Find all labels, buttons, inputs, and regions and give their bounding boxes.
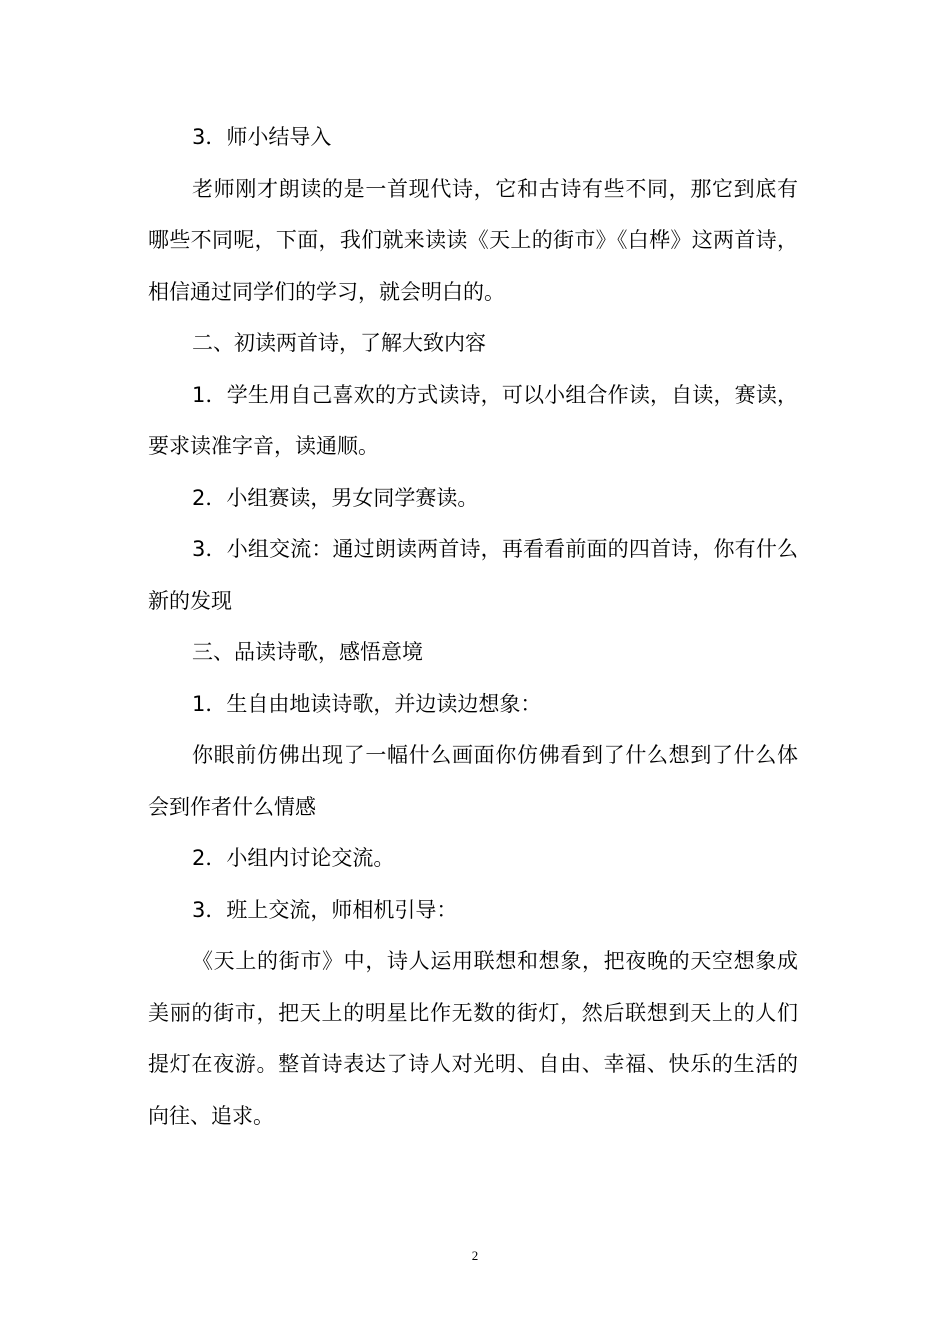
- heading-part-2: 二、初读两首诗，了解大致内容: [192, 331, 486, 355]
- paragraph-step-2-contest: 2．小组赛读，男女同学赛读。: [192, 485, 479, 510]
- paragraph-section-3-summary: 3．师小结导入: [192, 125, 332, 149]
- document-body: [148, 112, 798, 1142]
- paragraph-group-discussion: 2．小组内讨论交流。: [192, 846, 395, 870]
- page-number: 2: [471, 1248, 479, 1263]
- paragraph-imagination-question: 你眼前仿佛出现了一幅什么画面你仿佛看到了什么想到了什么体会到作者什么情感: [148, 743, 798, 819]
- paragraph-class-exchange: 3．班上交流，师相机引导：: [192, 897, 458, 922]
- paragraph-free-reading: 1．生自由地读诗歌，并边读边想象：: [192, 691, 542, 716]
- paragraph-poem-analysis: 《天上的街市》中，诗人运用联想和想象，把夜晚的天空想象成美丽的街市，把天上的明星比作无数的街灯，然后联想到天上的人们提灯在夜游。整首诗表达了诗人对光明、自由、幸福、快乐的生活的向往、追求。: [148, 949, 798, 1128]
- heading-part-3: 三、品读诗歌，感悟意境: [192, 640, 423, 664]
- paragraph-teacher-intro: 老师刚才朗读的是一首现代诗，它和古诗有些不同，那它到底有哪些不同呢，下面，我们就来读读《天上的街市》《白桦》这两首诗，相信通过同学们的学习，就会明白的。: [148, 176, 798, 304]
- paragraph-step-3-discussion: 3．小组交流：通过朗读两首诗，再看看前面的四首诗，你有什么新的发现: [148, 537, 798, 613]
- paragraph-step-1-reading: 1．学生用自己喜欢的方式读诗，可以小组合作读，自读，赛读，要求读准字音，读通顺。: [148, 382, 798, 458]
